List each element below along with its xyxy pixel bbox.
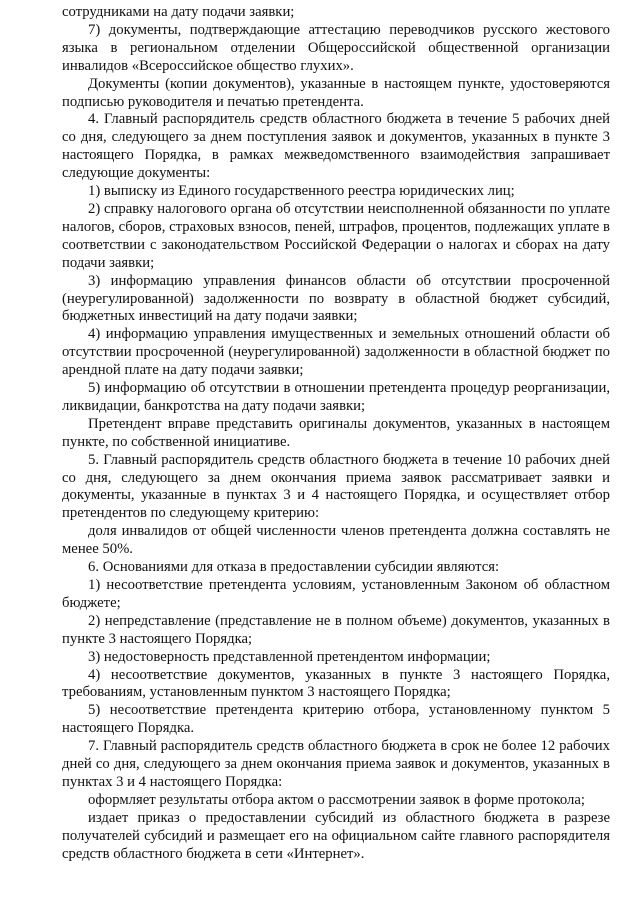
paragraph-clause-4: 4. Главный распорядитель средств областного бюджета в течение 5 рабочих дней со дня, следующего за днем поступления заявок и документов, указанных в пункте 3 настоящего Порядка, в рамках межведомственного взаимодействия запрашивает следующие документы:	[62, 111, 610, 182]
paragraph-continuation: сотрудниками на дату подачи заявки;	[62, 4, 295, 20]
paragraph-clause-4-item-3: 3) информацию управления финансов области об отсутствии просроченной (неурегулированной) задолженности по возврату в областной бюджет субсидий, бюджетных инвестиций на дату подачи заявки;	[62, 272, 610, 325]
paragraph-clause-5: 5. Главный распорядитель средств областного бюджета в течение 10 рабочих дней со дня, следующего за днем окончания приема заявок рассматривает заявки и документы, указанные в пунктах 3 и 4 настоящего Порядка, и осуществляет отбор претендентов по следующему критерию:	[62, 451, 610, 522]
paragraph-clause-4-item-2: 2) справку налогового органа об отсутствии неисполненной обязанности по уплате налогов, сборов, страховых взносов, пеней, штрафов, процентов, подлежащих уплате в соответствии с законодательством Российской Федерации о налогах и сборах на дату подачи заявки;	[62, 200, 610, 271]
paragraph-clause-6-item-5: 5) несоответствие претендента критерию отбора, установленному пунктом 5 настоящего Порядка.	[62, 702, 610, 737]
paragraph-clause-4-item-1: 1) выписку из Единого государственного реестра юридических лиц;	[88, 183, 515, 200]
paragraph-certification-note: Документы (копии документов), указанные в настоящем пункте, удостоверяются подписью руководителя и печатью претендента.	[62, 75, 610, 110]
paragraph-clause-4-item-4: 4) информацию управления имущественных и земельных отношений области об отсутствии просроченной (неурегулированной) задолженности в областной бюджет по арендной плате на дату подачи заявки;	[62, 326, 610, 379]
paragraph-clause-4-item-5: 5) информацию об отсутствии в отношении претендента процедур реорганизации, ликвидации, банкротства на дату подачи заявки;	[62, 380, 610, 414]
paragraph-originals-note: Претендент вправе представить оригиналы документов, указанных в настоящем пункте, по собственной инициативе.	[62, 415, 610, 450]
paragraph-clause-6-item-1: 1) несоответствие претендента условиям, установленным Законом об областном бюджете;	[62, 577, 610, 611]
paragraph-clause-6: 6. Основаниями для отказа в предоставлении субсидии являются:	[88, 559, 500, 576]
paragraph-clause-7-order: издает приказ о предоставлении субсидий из областного бюджета в разрезе получателей субсидий и размещает его на официальном сайте главного распорядителя средств областного бюджета в сети «Интернет».	[62, 809, 610, 862]
document-page	[62, 4, 610, 864]
paragraph-clause-7: 7. Главный распорядитель средств областного бюджета в срок не более 12 рабочих дней со дня, следующего за днем окончания приема заявок и документов, указанных в пунктах 3 и 4 настоящего Порядка:	[62, 738, 610, 790]
paragraph-criterion: доля инвалидов от общей численности членов претендента должна составлять не менее 50%.	[62, 523, 610, 558]
paragraph-clause-6-item-3: 3) недостоверность представленной претендентом информации;	[88, 648, 491, 665]
paragraph-item-7: 7) документы, подтверждающие аттестацию переводчиков русского жестового языка в региональном отделении Общероссийской общественной организации инвалидов «Всероссийское общество глухих».	[62, 21, 610, 74]
paragraph-clause-6-item-2: 2) непредставление (представление не в полном объеме) документов, указанных в пункте 3 настоящего Порядка;	[62, 612, 610, 647]
paragraph-clause-6-item-4: 4) несоответствие документов, указанных в пункте 3 настоящего Порядка, требованиям, установленным пунктом 3 настоящего Порядка;	[62, 666, 610, 701]
paragraph-clause-7-protocol: оформляет результаты отбора актом о рассмотрении заявок в форме протокола;	[88, 791, 585, 808]
